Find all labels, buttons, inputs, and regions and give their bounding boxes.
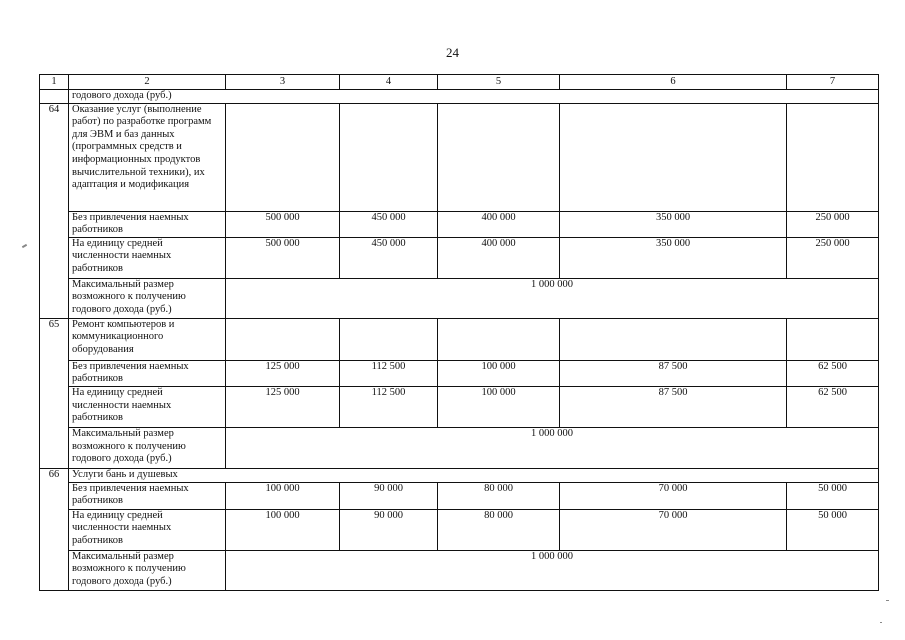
scan-speck [880,622,882,623]
value-cell: 90 000 [340,482,438,509]
column-number: 2 [69,75,226,90]
column-number: 7 [787,75,879,90]
column-number: 6 [560,75,787,90]
row-label: Максимальный размер возможного к получению годового дохода (руб.) [69,427,226,468]
row-label: На единицу средней численности наемных работников [69,509,226,550]
row-label: Максимальный размер возможного к получению годового дохода (руб.) [69,550,226,590]
value-cell: 450 000 [340,211,438,237]
value-cell: 125 000 [226,386,340,427]
row-label: На единицу средней численности наемных работников [69,237,226,278]
section-title-row [40,103,879,211]
value-cell: 250 000 [787,237,879,278]
table-row [40,237,879,278]
column-number: 5 [438,75,560,90]
value-cell: 100 000 [438,386,560,427]
section-number: 64 [40,103,69,318]
value-cell: 80 000 [438,509,560,550]
value-cell: 100 000 [226,509,340,550]
value-cell: 125 000 [226,360,340,386]
max-income-value: 1 000 000 [226,550,879,590]
table-row [40,360,879,386]
value-cell: 400 000 [438,237,560,278]
row-label: Максимальный размер возможного к получению годового дохода (руб.) [69,278,226,318]
section-number: 65 [40,318,69,468]
column-number: 1 [40,75,69,90]
max-income-value: 1 000 000 [226,427,879,468]
continuation-row [40,90,879,104]
section-number: 66 [40,468,69,590]
value-cell: 87 500 [560,360,787,386]
scan-speck [22,244,27,248]
scan-speck [886,600,889,601]
row-label: На единицу средней численности наемных работников [69,386,226,427]
column-number: 3 [226,75,340,90]
value-cell: 70 000 [560,509,787,550]
value-cell: 250 000 [787,211,879,237]
value-cell: 112 500 [340,360,438,386]
table-row [40,211,879,237]
row-label: Без привлечения наемных работников [69,211,226,237]
section-title: Ремонт компьютеров и коммуникационного оборудования [69,318,226,360]
value-cell: 350 000 [560,237,787,278]
section-title: Услуги бань и душевых [69,468,879,482]
section-title-row [40,468,879,482]
max-income-row [40,427,879,468]
value-cell: 400 000 [438,211,560,237]
value-cell: 50 000 [787,482,879,509]
value-cell: 112 500 [340,386,438,427]
value-cell: 90 000 [340,509,438,550]
section-title-row [40,318,879,360]
max-income-row [40,278,879,318]
income-table [39,74,879,591]
continuation-text: годового дохода (руб.) [69,90,879,104]
value-cell: 70 000 [560,482,787,509]
column-number-row [40,75,879,90]
row-label: Без привлечения наемных работников [69,482,226,509]
row-label: Без привлечения наемных работников [69,360,226,386]
value-cell: 80 000 [438,482,560,509]
value-cell: 100 000 [226,482,340,509]
table-row [40,386,879,427]
value-cell: 50 000 [787,509,879,550]
section-title: Оказание услуг (выполнение работ) по разработке программ для ЭВМ и баз данных (программных средств и информационных продуктов вычислительной техники), их адаптация и модификация [69,103,226,211]
max-income-row [40,550,879,590]
value-cell: 62 500 [787,386,879,427]
table-row [40,482,879,509]
value-cell: 100 000 [438,360,560,386]
value-cell: 500 000 [226,237,340,278]
max-income-value: 1 000 000 [226,278,879,318]
value-cell: 62 500 [787,360,879,386]
table-row [40,509,879,550]
column-number: 4 [340,75,438,90]
value-cell: 350 000 [560,211,787,237]
page-number: 24 [446,45,459,60]
value-cell: 87 500 [560,386,787,427]
value-cell: 500 000 [226,211,340,237]
value-cell: 450 000 [340,237,438,278]
